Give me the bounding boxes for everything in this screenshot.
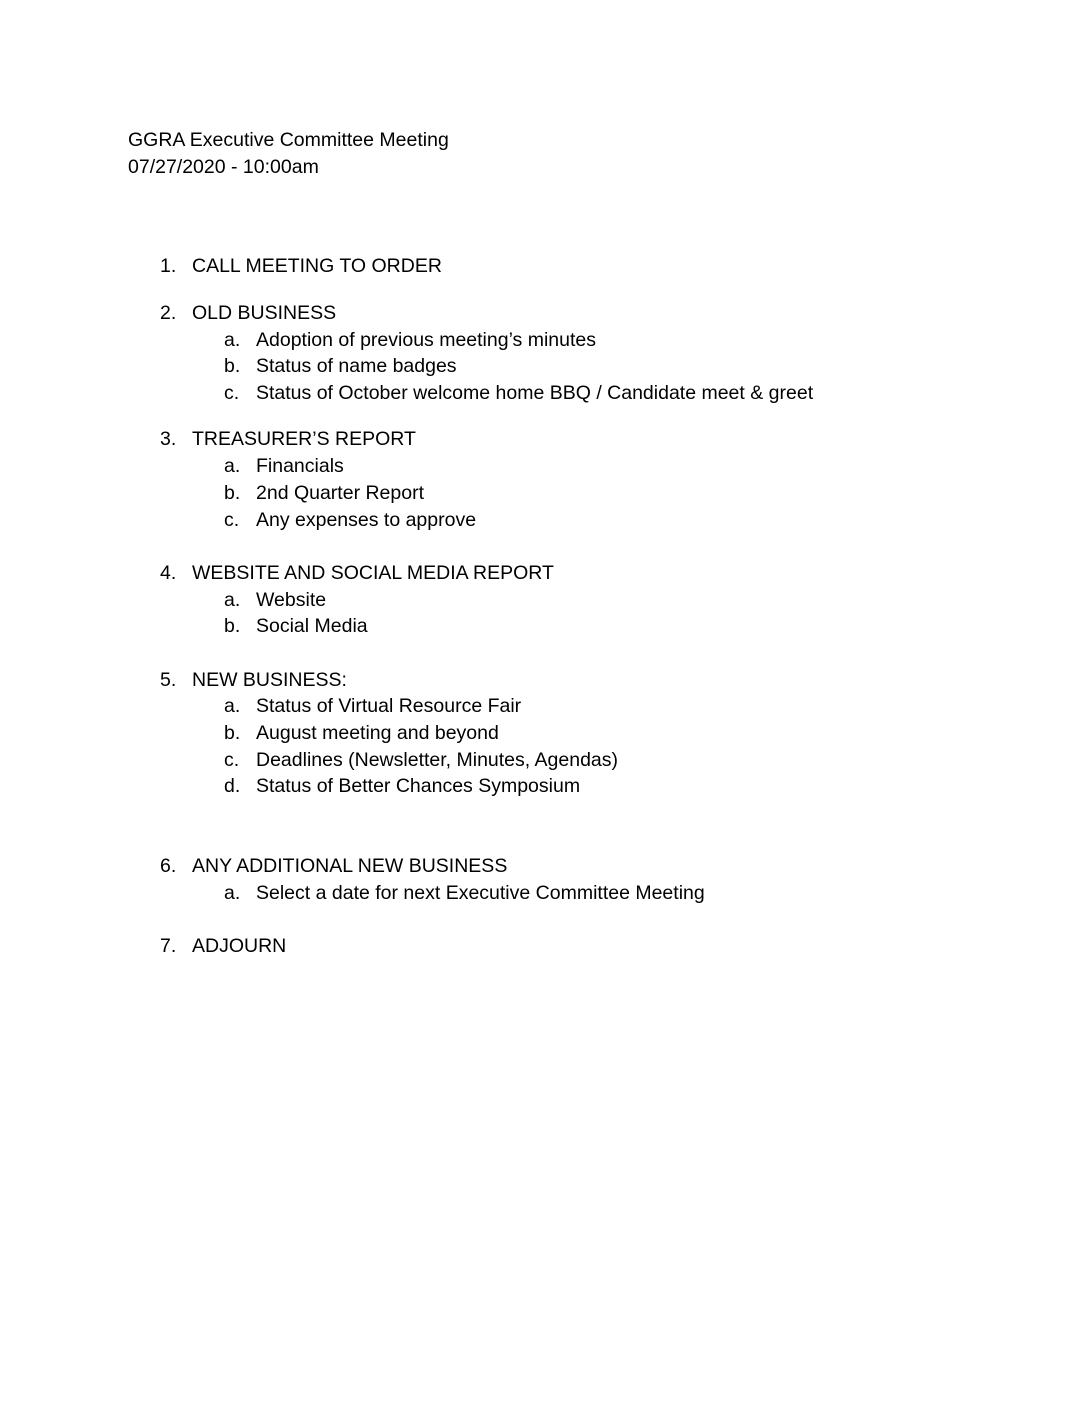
subitem-text: August meeting and beyond <box>256 722 499 744</box>
agenda-subitem <box>0 880 1088 907</box>
agenda-subitem <box>0 747 1088 774</box>
subitem-letter: b. <box>224 482 241 504</box>
subitem-text: Status of Better Chances Symposium <box>256 775 581 797</box>
agenda-item-label: OLD BUSINESS <box>192 302 337 324</box>
subitem-letter: a. <box>224 455 241 477</box>
agenda-item-number: 3. <box>160 428 177 450</box>
subitem-letter: b. <box>224 355 241 377</box>
subitem-text: Adoption of previous meeting’s minutes <box>256 329 597 351</box>
subitem-text: Website <box>256 589 327 611</box>
subitem-letter: a. <box>224 329 241 351</box>
subitem-text: Financials <box>256 455 344 477</box>
subitem-letter: b. <box>224 615 241 637</box>
agenda-item-label: TREASURER’S REPORT <box>192 428 416 450</box>
agenda-item-label: CALL MEETING TO ORDER <box>192 255 442 277</box>
subitem-letter: c. <box>224 749 240 771</box>
agenda-subitem <box>0 507 1088 534</box>
subitem-letter: b. <box>224 722 241 744</box>
meeting-datetime: 07/27/2020 - 10:00am <box>128 155 319 178</box>
agenda-subitem <box>0 380 1088 407</box>
agenda-item-number: 6. <box>160 855 177 877</box>
agenda-subitem <box>0 480 1088 507</box>
agenda-subitem <box>0 327 1088 354</box>
agenda-subitem <box>0 693 1088 720</box>
agenda-item-number: 7. <box>160 935 177 957</box>
subitem-text: Status of name badges <box>256 355 457 377</box>
subitem-text: Social Media <box>256 615 368 637</box>
subitem-letter: d. <box>224 775 241 797</box>
subitem-text: Any expenses to approve <box>256 509 477 531</box>
subitem-letter: c. <box>224 509 240 531</box>
subitem-letter: c. <box>224 382 240 404</box>
agenda-subitem <box>0 453 1088 480</box>
agenda-item-label: ANY ADDITIONAL NEW BUSINESS <box>192 855 508 877</box>
subitem-text: Deadlines (Newsletter, Minutes, Agendas) <box>256 749 619 771</box>
subitem-letter: a. <box>224 695 241 717</box>
document-header <box>128 127 449 180</box>
agenda-item-number: 4. <box>160 562 177 584</box>
subitem-text: Status of Virtual Resource Fair <box>256 695 522 717</box>
agenda-subitem <box>0 613 1088 640</box>
agenda-item-number: 5. <box>160 669 177 691</box>
subitem-text: Select a date for next Executive Committee Meeting <box>256 882 705 904</box>
agenda-subitem <box>0 587 1088 614</box>
subitem-letter: a. <box>224 589 241 611</box>
agenda-item-label: WEBSITE AND SOCIAL MEDIA REPORT <box>192 562 554 584</box>
agenda-item-number: 2. <box>160 302 177 324</box>
subitem-text: 2nd Quarter Report <box>256 482 425 504</box>
agenda-subitem <box>0 353 1088 380</box>
agenda-item-number: 1. <box>160 255 177 277</box>
agenda-item-label: ADJOURN <box>192 935 287 957</box>
subitem-letter: a. <box>224 882 241 904</box>
agenda-item-label: NEW BUSINESS: <box>192 669 347 691</box>
meeting-title: GGRA Executive Committee Meeting <box>128 129 449 151</box>
agenda-subitem <box>0 773 1088 800</box>
agenda-subitem <box>0 720 1088 747</box>
subitem-text: Status of October welcome home BBQ / Candidate meet & greet <box>256 382 814 404</box>
